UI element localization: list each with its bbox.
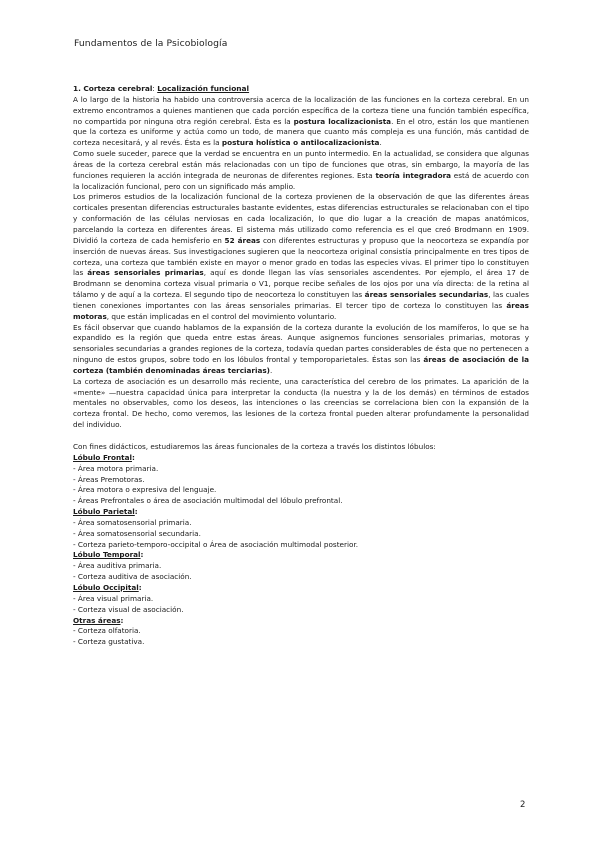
bold-term: 52 áreas [224,235,261,245]
paragraph-text: . [379,138,382,148]
bold-term: postura holística o antilocalizacionista [221,138,380,148]
paragraph-text: está de acuerdo con la localización funcional, pero con un significado más amplio. [73,170,530,191]
paragraph-text: con diferentes estructuras y propuso que la neocorteza se expandía por inserción de nuevas áreas. Sus investigaciones sugieren que la neocorteza original consistía principalmente en tres tipos de corteza, una corteza que también existe en mayor o menor grado en todas las especies vivas. El primer tipo lo constituyen las [73,235,529,278]
paragraph-text: Los primeros estudios de la localización funcional de la corteza provienen de la observación de que las diferentes áreas corticales presentan diferencias estructurales bastante evidentes, estas diferencias estructurales se relacionaban con el tipo y conformación de las células nerviosas en cada localización, lo que dio lugar a la creación de mapas anatómicos, parcelando la corteza en diferentes áreas. El sistema más utilizado como referencia es el que creó Brodmann en 1909. Dividió la corteza de cada hemisferio en [73,192,529,245]
list-item: - Áreas Prefrontales o área de asociación multimodal del lóbulo prefrontal. [73,496,343,506]
lobe-heading-label: Lóbulo Frontal [73,452,132,462]
list-item: - Corteza visual de asociación. [73,604,184,614]
lobe-heading-frontal: Lóbulo Frontal: [73,452,135,462]
lobe-heading-temporal: Lóbulo Temporal: [73,550,144,560]
section-title-main: Corteza cerebral [83,84,153,93]
bold-term: áreas de asociación de la corteza (también denominadas áreas terciarias) [73,355,529,375]
body-paragraph [73,192,529,322]
paragraph-text: Como suele suceder, parece que la verdad se encuentra en un punto intermedio. En la actualidad, se considera que algunas áreas de la corteza cerebral están más relacionadas con un tipo de funciones que otras, sin embargo, la mayoría de las funciones requieren la acción integrada de neuronas de diferentes regiones. Esta [73,149,529,180]
list-item: - Área visual primaria. [73,593,154,603]
list-item: - Área somatosensorial secundaria. [73,528,201,538]
bold-term: áreas sensoriales primarias [87,268,204,278]
list-item: - Área somatosensorial primaria. [73,517,192,527]
paragraph-text: , que están implicadas en el control del movimiento voluntario. [106,311,337,321]
paragraph-text: , aquí es donde llegan las vías sensoriales ascendentes. Por ejemplo, el área 17 de Brodmann se denomina corteza visual primaria o V1, porque recibe señales de los ojos por una vía directa: de la retina al tálamo y de aquí a la corteza. El segundo tipo de neocorteza lo constituyen las [73,268,529,300]
list-item: - Corteza auditiva de asociación. [73,572,192,582]
list-item: - Corteza gustativa. [73,637,145,647]
page-content [73,84,529,648]
section-title-topic: Localización funcional [157,84,250,93]
spacer [73,431,529,442]
lobe-heading-label: Lóbulo Temporal [73,550,141,560]
section-title-separator: : [152,84,158,93]
lobe-heading-label: Otras áreas [73,615,121,625]
lobe-heading-occipital: Lóbulo Occipital: [73,582,142,592]
page-number: 2 [520,800,526,810]
bold-term: áreas sensoriales secundarias [364,290,489,300]
list-item: - Áreas Premotoras. [73,474,145,484]
running-header: Fundamentos de la Psicobiología [74,38,228,49]
bold-term: áreas motoras [73,300,529,321]
body-paragraphs [73,95,529,431]
paragraph-text: . En el otro, están los que mantienen que la corteza es uniforme y actúa como un todo, de manera que cuanto más compleja es una función, más cantidad de corteza necesitará, y al revés. Ésta es la [73,116,529,148]
list-item: - Área auditiva primaria. [73,561,162,571]
list-item: - Área motora o expresiva del lenguaje. [73,485,217,495]
lobe-heading-label: Lóbulo Occipital [73,582,139,592]
body-paragraph [73,377,529,431]
body-paragraph [73,149,529,192]
paragraph-text: . [269,365,273,375]
paragraph-text: , las cuales tienen conexiones importantes con las áreas sensoriales primarias. El tercer tipo de corteza lo constituyen las [73,290,529,310]
list-item: - Área motora primaria. [73,463,159,473]
list-item: - Corteza olfatoria. [73,626,141,636]
lobe-heading-otras: Otras áreas: [73,615,124,625]
lobe-heading-parietal: Lóbulo Parietal: [73,507,138,517]
bold-term: postura localizacionista [293,116,392,126]
body-paragraph [73,95,529,149]
list-item: - Corteza parieto-temporo-occipital o Área de asociación multimodal posterior. [73,539,359,549]
section-number: 1. [73,84,81,93]
lobes-intro: Con fines didácticos, estudiaremos las áreas funcionales de la corteza a través los distintos lóbulos: [73,442,436,451]
paragraph-text: A lo largo de la historia ha habido una controversia acerca de la localización de las funciones en la corteza cerebral. En un extremo encontramos a quienes mantienen que cada porción específica de la corteza tiene una función también específica, no compartida por ninguna otra región cerebral. Ésta es la [73,94,529,126]
section-title [73,84,529,95]
lobe-heading-label: Lóbulo Parietal [73,507,135,517]
paragraph-text: Es fácil observar que cuando hablamos de la expansión de la corteza durante la evolución de los mamíferos, lo que se ha expandido es la región que queda entre estas áreas. Aunque asignemos funciones sensoriales primarias, motoras y sensoriales secundarias a grandes regiones de la corteza, todavía quedan partes considerables de ésta que no pertenecen a ninguno de estos grupos, sobre todo en los lóbulos frontal y temporoparietales. Éstas son las [73,322,529,365]
bold-term: teoría integradora [375,170,452,180]
lobes-list [73,453,529,648]
body-paragraph [73,323,529,377]
paragraph-text: La corteza de asociación es un desarrollo más reciente, una característica del cerebro de los primates. La aparición de la «mente» —nuestra capacidad única para interpretar la conducta (la nuestra y la de los demás) en términos de estados mentales no observables, como los deseos, las intenciones o las creencias se correlaciona bien con la expansión de la corteza frontal. De hecho, como veremos, las lesiones de la corteza frontal pueden alterar profundamente la personalidad del individuo. [73,376,529,430]
